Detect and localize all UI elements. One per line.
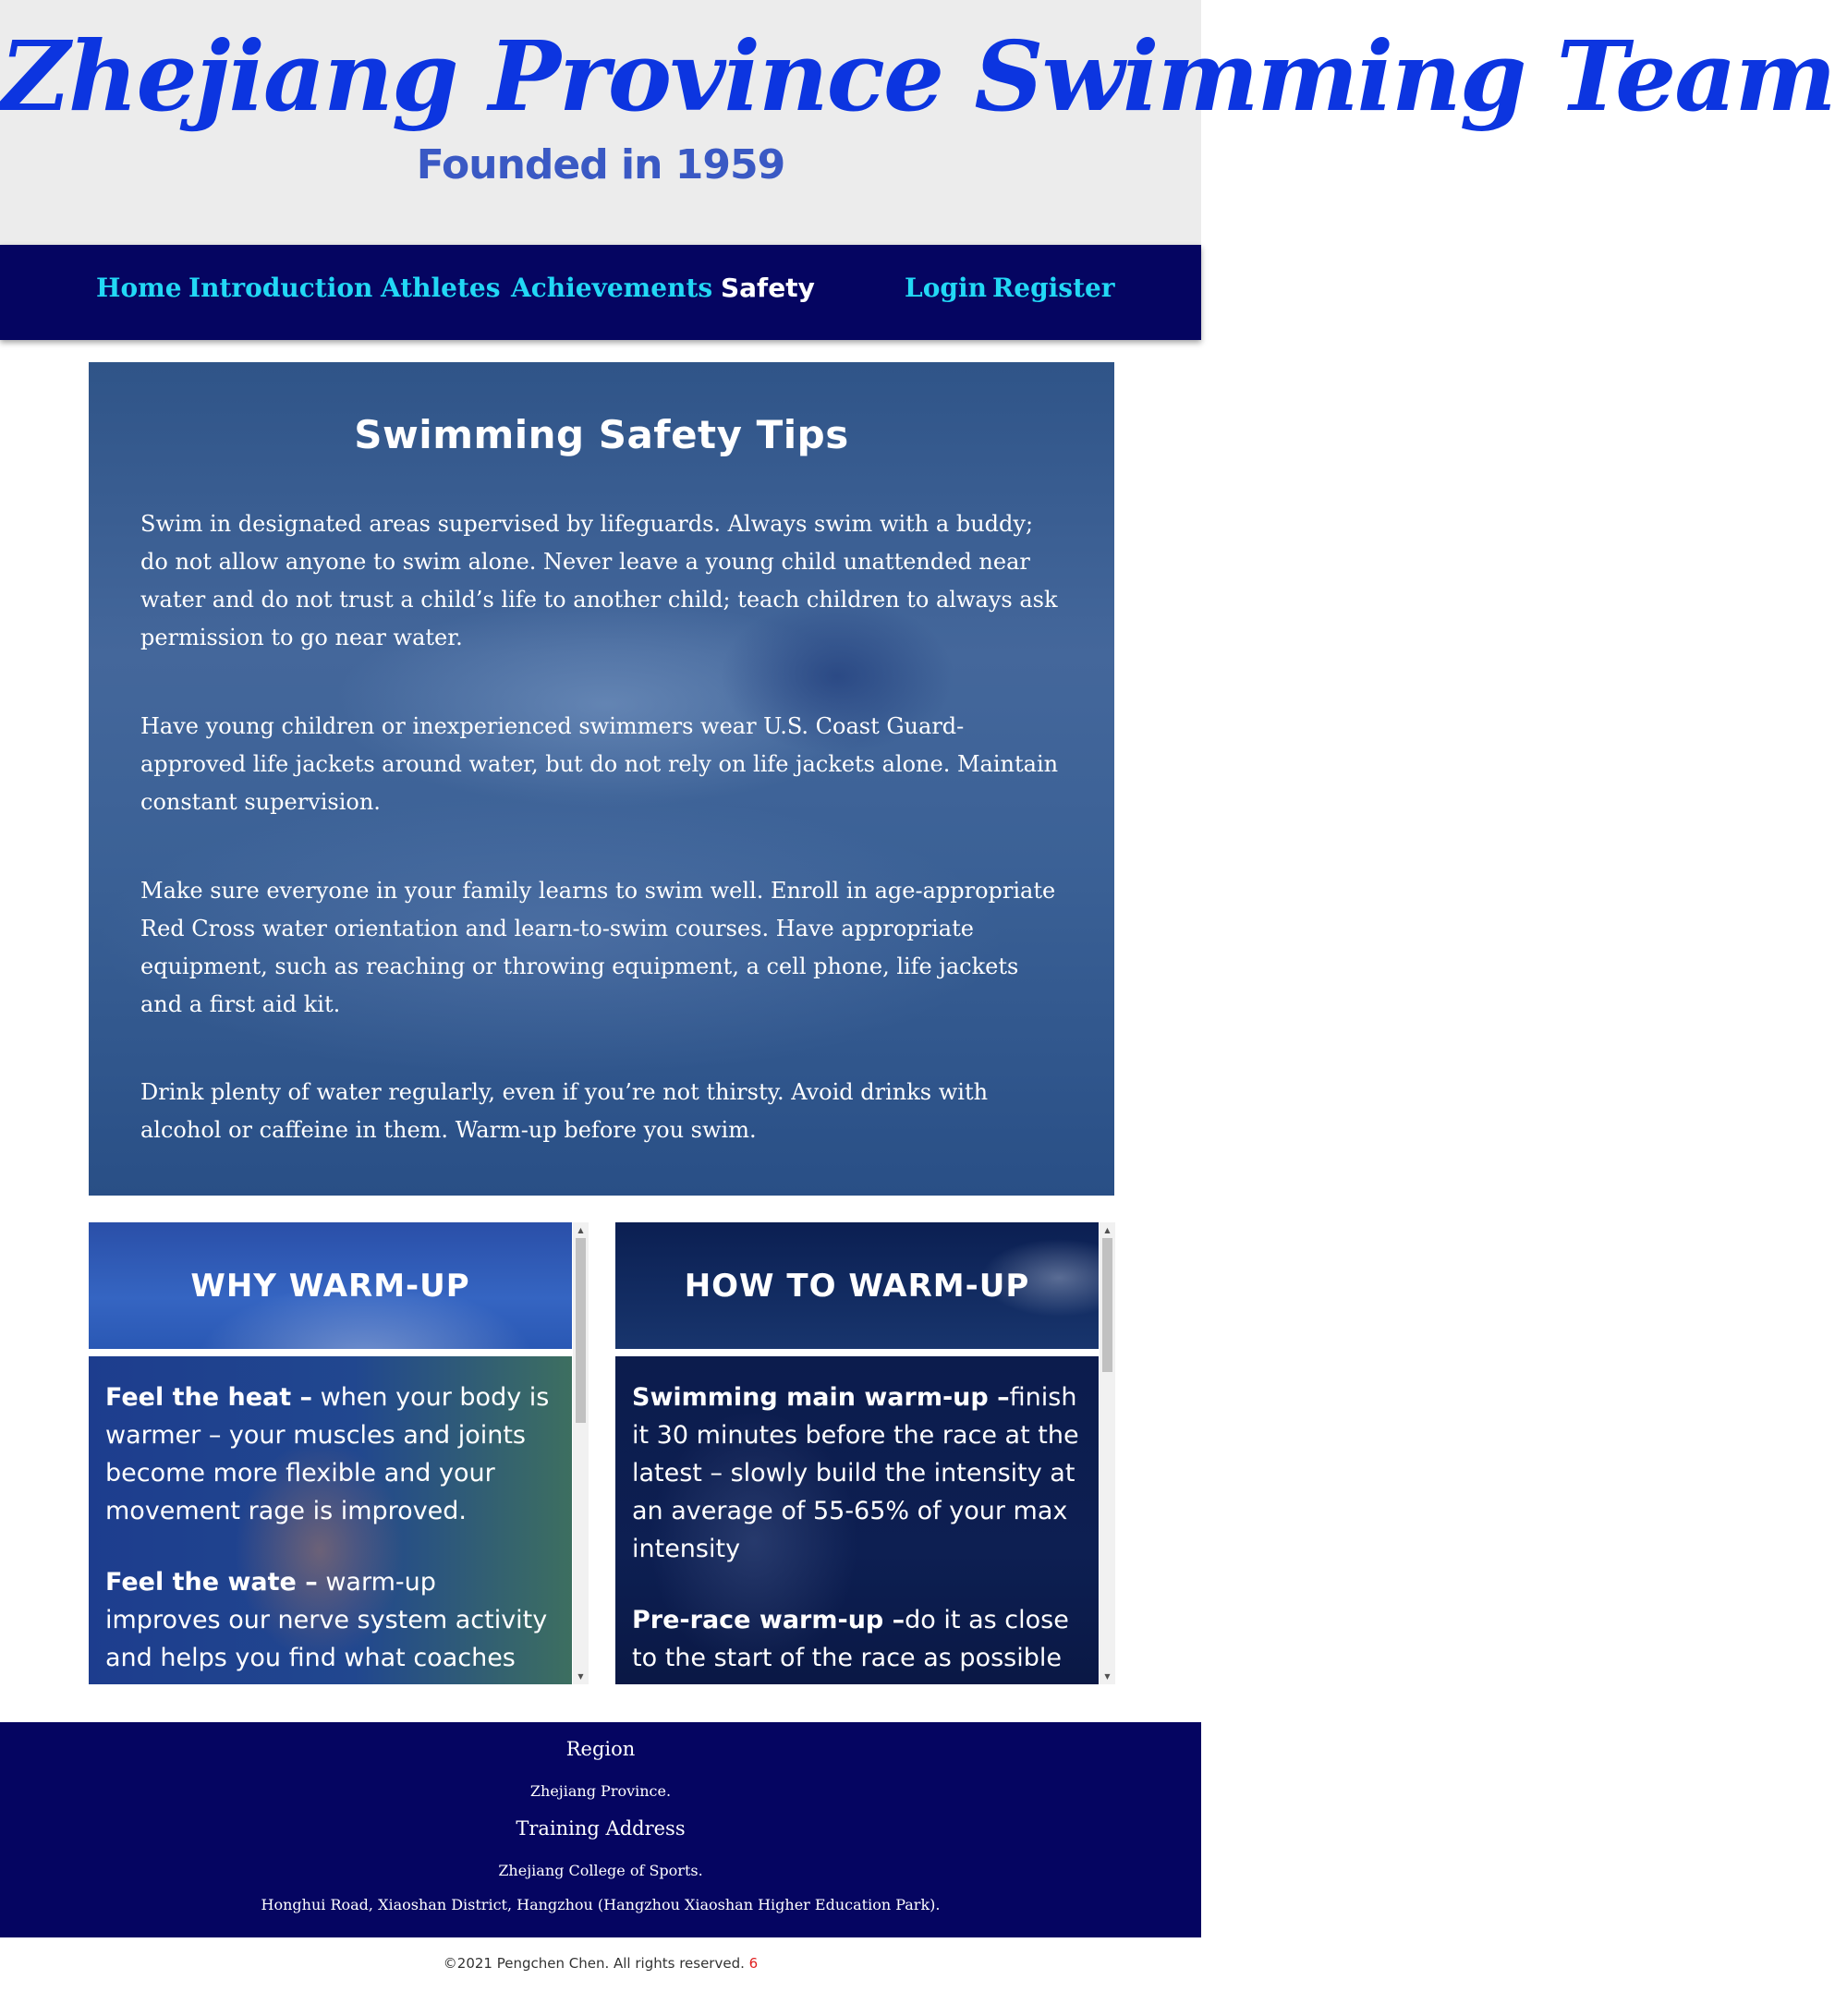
site-subtitle: Founded in 1959 — [416, 141, 785, 188]
list-item: Swimming main warm-up –finish it 30 minutes before the race at the latest – slowly build the intensity at an average of 55-65% of your max intensity — [632, 1383, 1079, 1563]
region-label: Region — [565, 1738, 636, 1760]
scroll-thumb[interactable] — [1102, 1238, 1112, 1372]
why-warmup-header — [89, 1222, 572, 1349]
address-label: Training Address — [516, 1817, 686, 1840]
site-footer — [0, 1722, 1201, 1937]
why-warmup-content — [89, 1356, 572, 1710]
visit-counter: 6 — [748, 1955, 759, 1972]
list-item: Feel the wate – warm-up improves our nerve system activity and helps you find what coaches call ,the feel for the — [105, 1568, 548, 1710]
why-warmup-scrollbar[interactable] — [573, 1222, 589, 1684]
nav-introduction[interactable]: Introduction — [188, 273, 373, 303]
scroll-down-icon[interactable]: ▼ — [577, 1672, 584, 1681]
safety-tips-panel — [89, 362, 1114, 1196]
why-warmup-box[interactable] — [89, 1222, 589, 1710]
copyright — [0, 1955, 1201, 1972]
how-warmup-title: HOW TO WARM-UP — [684, 1267, 1030, 1305]
nav-safety[interactable]: Safety — [721, 273, 815, 303]
scroll-up-icon[interactable]: ▲ — [1104, 1226, 1111, 1234]
how-warmup-content — [615, 1356, 1099, 1710]
site-header — [0, 0, 1835, 245]
scroll-down-icon[interactable]: ▼ — [1104, 1672, 1111, 1681]
nav-register[interactable]: Register — [992, 273, 1115, 303]
nav-achievements[interactable]: Achievements — [511, 273, 713, 303]
safety-tip-paragraph: Have young children or inexperienced swimmers wear U.S. Coast Guard-approved life jackets around water, but do not rely on life jackets alone. Maintain constant supervision. — [140, 713, 1059, 815]
address-line-2: Honghui Road, Xiaoshan District, Hangzhou (Hangzhou Xiaoshan Higher Education Park). — [261, 1896, 941, 1913]
copyright-text: ©2021 Pengchen Chen. All rights reserved. — [443, 1955, 745, 1972]
safety-tip-paragraph: Make sure everyone in your family learns to swim well. Enroll in age-appropriate Red Cross water orientation and learn-to-swim courses. Have appropriate equipment, such as reaching or throwing equipment, a cell phone, life jackets and a first aid kit. — [140, 878, 1056, 1017]
safety-title: Swimming Safety Tips — [354, 412, 849, 457]
nav-athletes[interactable]: Athletes — [381, 273, 501, 303]
scroll-thumb[interactable] — [576, 1238, 586, 1423]
list-item: Feel the heat – when your body is warmer – your muscles and joints become more flexible and your movement rage is improved. — [105, 1383, 550, 1525]
region-value: Zhejiang Province. — [529, 1782, 672, 1800]
site-title: Zhejiang Province Swimming Team — [0, 19, 1835, 133]
address-line-1: Zhejiang College of Sports. — [498, 1862, 703, 1879]
main-nav — [0, 245, 1201, 340]
why-warmup-title: WHY WARM-UP — [190, 1267, 470, 1305]
how-warmup-scrollbar[interactable] — [1100, 1222, 1115, 1684]
how-warmup-box[interactable] — [615, 1222, 1115, 1710]
scroll-up-icon[interactable]: ▲ — [577, 1226, 584, 1234]
list-item: Pre-race warm-up –do it as close to the start of the race as possible (5 — [632, 1606, 1069, 1710]
how-warmup-header — [615, 1222, 1099, 1349]
safety-tip-paragraph: Drink plenty of water regularly, even if you’re not thirsty. Avoid drinks with alcohol or caffeine in them. Warm-up before you swim. — [140, 1079, 989, 1143]
safety-tip-paragraph: Swim in designated areas supervised by lifeguards. Always swim with a buddy; do not allow anyone to swim alone. Never leave a young child unattended near water and do not trust a child’s life to another child; teach children to always ask permission to go near water. — [140, 511, 1058, 650]
nav-login[interactable]: Login — [905, 273, 987, 303]
nav-home[interactable]: Home — [96, 273, 182, 303]
